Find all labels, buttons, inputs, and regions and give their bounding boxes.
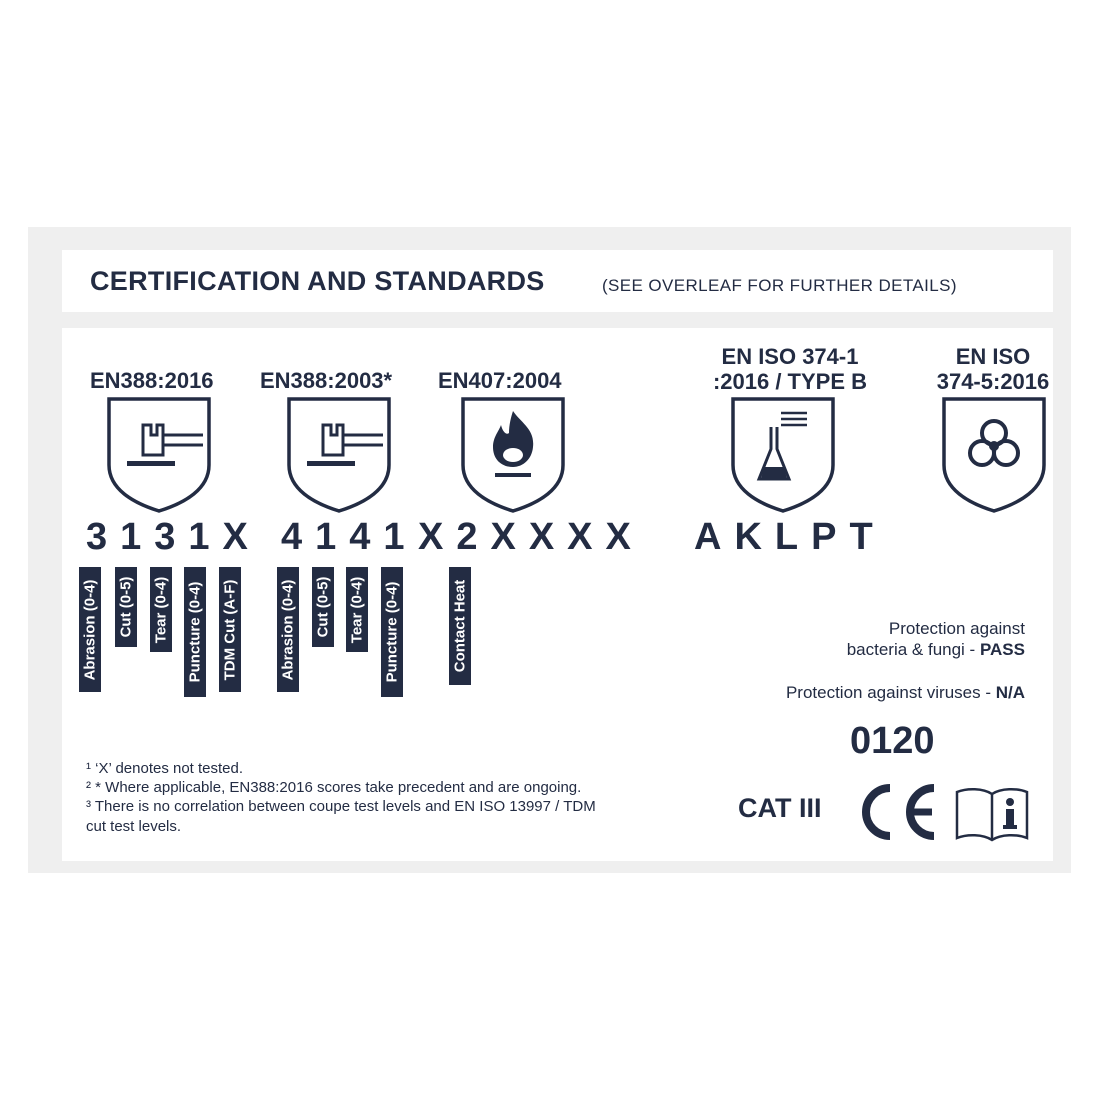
chemical-flask-icon — [731, 397, 835, 513]
tag-text: Tear (0-4) — [152, 576, 170, 643]
tag-text: Puncture (0-4) — [186, 581, 204, 683]
std-label-en374-5 — [918, 344, 1068, 394]
std-label-en388-2016: EN388:2016 — [90, 368, 214, 393]
footnote: ³ There is no correlation between coupe test levels and EN ISO 13997 / TDM cut test levels. — [86, 798, 596, 835]
tag-text: Tear (0-4) — [348, 576, 366, 643]
notified-body-number: 0120 — [850, 720, 935, 762]
std-label-en374-1 — [690, 344, 890, 394]
tag-abrasion — [79, 567, 101, 692]
tag-tear — [150, 567, 172, 652]
protection-viruses — [700, 682, 1025, 703]
tag-tear — [346, 567, 368, 652]
std-label-en407: EN407:2004 — [438, 368, 562, 393]
protection-result: PASS — [979, 640, 1025, 659]
heat-flame-icon — [461, 397, 565, 513]
score-en374-1: AKLPT — [694, 516, 886, 558]
biohazard-icon — [942, 397, 1046, 513]
category-label: CAT III — [738, 793, 822, 823]
protection-line: bacteria & fungi - — [846, 640, 980, 659]
tag-abrasion — [277, 567, 299, 692]
tag-contact-heat — [449, 567, 471, 685]
ce-mark-icon — [856, 782, 938, 842]
user-information-icon — [955, 784, 1029, 842]
tag-text: Cut (0-5) — [117, 576, 135, 638]
score-en407: X2XXXX — [418, 516, 644, 558]
tag-text: TDM Cut (A-F) — [221, 579, 239, 680]
footnotes — [86, 759, 606, 836]
protection-bacteria — [760, 618, 1025, 660]
std-label-line: :2016 / TYPE B — [712, 369, 868, 394]
page-title: CERTIFICATION AND STANDARDS — [90, 266, 545, 296]
tag-text: Abrasion (0-4) — [279, 579, 297, 680]
tag-cut — [115, 567, 137, 647]
footnote: ² * Where applicable, EN388:2016 scores take precedent and are ongoing. — [86, 779, 582, 797]
score-en388-2016: 3131X — [86, 516, 261, 558]
std-label-line: EN ISO 374-1 — [721, 344, 859, 369]
mechanical-hazard-icon — [287, 397, 391, 513]
tag-text: Abrasion (0-4) — [81, 579, 99, 680]
std-label-line: EN ISO — [955, 344, 1031, 369]
footnote: ¹ ‘X’ denotes not tested. — [86, 760, 244, 777]
page-subtitle: (SEE OVERLEAF FOR FURTHER DETAILS) — [602, 276, 957, 295]
protection-line: Protection against viruses - — [785, 683, 996, 702]
tag-text: Contact Heat — [451, 579, 469, 673]
tag-text: Puncture (0-4) — [383, 581, 401, 683]
protection-result: N/A — [995, 683, 1025, 702]
tag-cut — [312, 567, 334, 647]
std-label-line: 374-5:2016 — [936, 369, 1050, 394]
score-en388-2003: 4141 — [281, 516, 418, 558]
mechanical-hazard-icon — [107, 397, 211, 513]
tag-text: Cut (0-5) — [314, 576, 332, 638]
tag-tdm-cut — [219, 567, 241, 692]
protection-line: Protection against — [888, 619, 1025, 638]
std-label-en388-2003: EN388:2003* — [260, 368, 393, 393]
tag-puncture — [381, 567, 403, 697]
tag-puncture — [184, 567, 206, 697]
